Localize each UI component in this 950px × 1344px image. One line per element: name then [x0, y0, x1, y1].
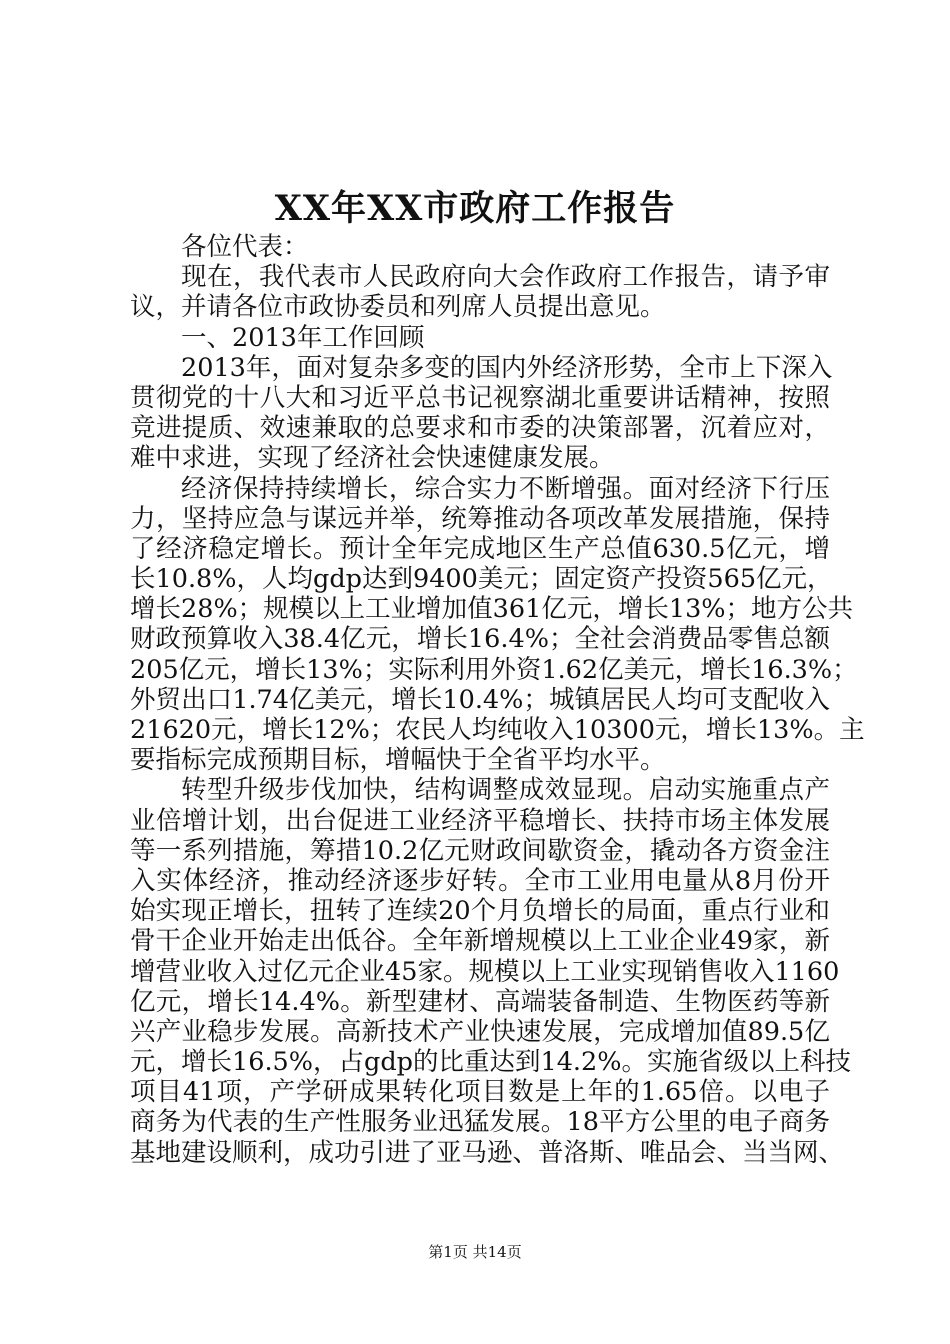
body-line: 长10.8%，人均gdp达到9400美元；固定资产投资565亿元，	[130, 564, 833, 595]
body-line: 入实体经济，推动经济逐步好转。全市工业用电量从8月份开	[130, 865, 830, 896]
body-line: 商务为代表的生产性服务业迅猛发展。18平方公里的电子商务	[130, 1107, 830, 1138]
page-footer: 第1页 共14页	[428, 1243, 522, 1261]
body-line: 兴产业稳步发展。高新技术产业快速发展，完成增加值89.5亿	[130, 1016, 830, 1047]
body-line: 贯彻党的十八大和习近平总书记视察湖北重要讲话精神，按照	[130, 382, 830, 413]
body-line: 要指标完成预期目标，增幅快于全省平均水平。	[130, 745, 666, 776]
body-line: 难中求进，实现了经济社会快速健康发展。	[130, 443, 615, 474]
body-line: 增长28%；规模以上工业增加值361亿元，增长13%；地方公共	[130, 594, 854, 625]
body-line: 转型升级步伐加快，结构调整成效显现。启动实施重点产	[181, 775, 830, 806]
document-title: XX年XX市政府工作报告	[274, 188, 676, 229]
body-line: 项目41项，产学研成果转化项目数是上年的1.65倍。以电子	[130, 1077, 830, 1108]
body-line: 一、2013年工作回顾	[181, 322, 425, 353]
body-line: 205亿元，增长13%；实际利用外资1.62亿美元，增长16.3%；	[130, 654, 858, 685]
body-line: 等一系列措施，筹措10.2亿元财政间歇资金，撬动各方资金注	[130, 835, 830, 866]
body-line: 现在，我代表市人民政府向大会作政府工作报告，请予审	[181, 262, 830, 293]
body-line: 经济保持持续增长，综合实力不断增强。面对经济下行压	[181, 473, 830, 504]
body-line: 始实现正增长，扭转了连续20个月负增长的局面，重点行业和	[130, 896, 830, 927]
body-line: 外贸出口1.74亿美元，增长10.4%；城镇居民人均可支配收入	[130, 684, 830, 715]
body-line: 元，增长16.5%，占gdp的比重达到14.2%。实施省级以上科技	[130, 1047, 851, 1078]
body-line: 21620元，增长12%；农民人均纯收入10300元，增长13%。主	[130, 715, 865, 745]
body-line: 议，并请各位市政协委员和列席人员提出意见。	[130, 292, 666, 323]
body-line: 业倍增计划，出台促进工业经济平稳增长、扶持市场主体发展	[130, 805, 830, 836]
document-body	[130, 232, 865, 1168]
body-line: 竞进提质、效速兼取的总要求和市委的决策部署，沉着应对，	[130, 413, 830, 444]
body-line: 亿元，增长14.4%。新型建材、高端装备制造、生物医药等新	[130, 986, 830, 1017]
body-line: 各位代表：	[181, 232, 309, 262]
body-line: 力，坚持应急与谋远并举，统筹推动各项改革发展措施，保持	[130, 503, 830, 534]
body-line: 2013年，面对复杂多变的国内外经济形势，全市上下深入	[181, 352, 833, 383]
body-line: 骨干企业开始走出低谷。全年新增规模以上工业企业49家，新	[130, 926, 830, 957]
body-line: 财政预算收入38.4亿元，增长16.4%；全社会消费品零售总额	[130, 624, 830, 655]
body-line: 增营业收入过亿元企业45家。规模以上工业实现销售收入1160	[130, 956, 840, 987]
body-line: 基地建设顺利，成功引进了亚马逊、普洛斯、唯品会、当当网、	[130, 1137, 845, 1168]
body-line: 了经济稳定增长。预计全年完成地区生产总值630.5亿元，增	[130, 533, 830, 564]
